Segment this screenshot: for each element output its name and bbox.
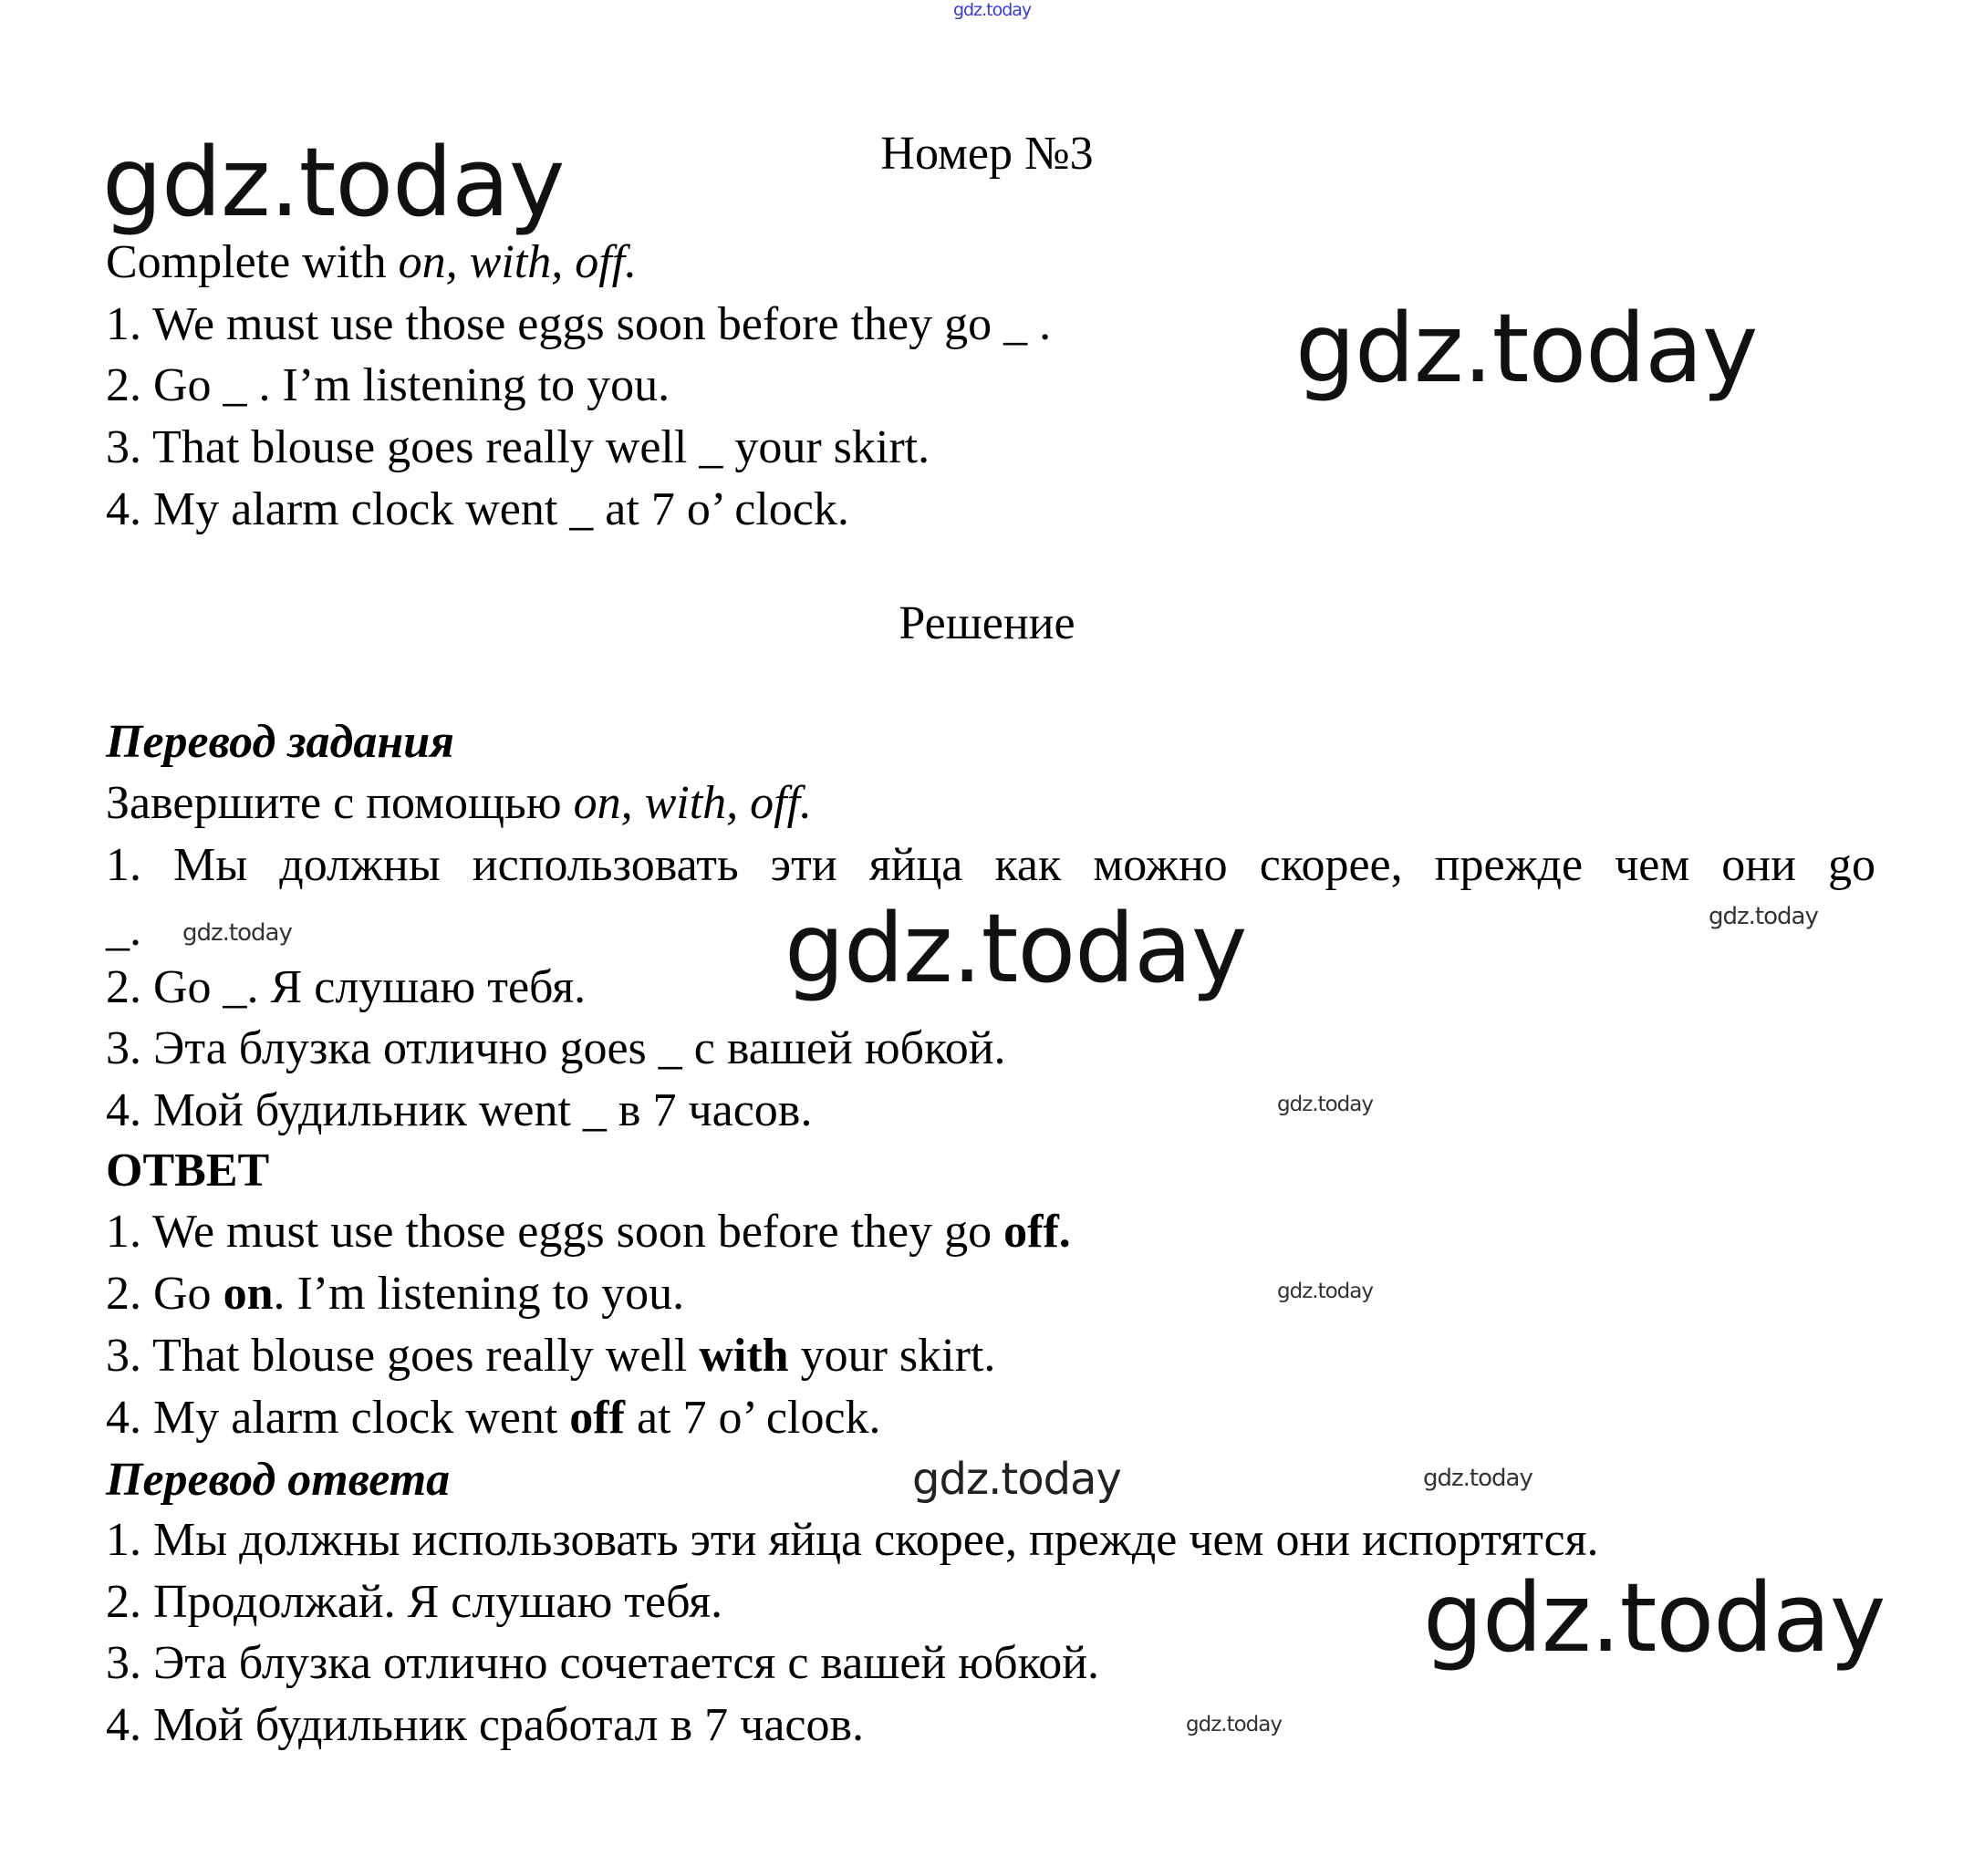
watermark-top: gdz.today — [953, 0, 1032, 20]
answer-text: 1. We must use those eggs soon before they go — [106, 1206, 1004, 1258]
answer-text: 4. My alarm clock went — [106, 1392, 570, 1444]
task-item: 3. That blouse goes really well _ your skirt. — [106, 421, 930, 473]
answer-text: your skirt. — [788, 1330, 996, 1382]
page-title: Номер №3 — [880, 128, 1094, 180]
answer-item — [106, 1391, 881, 1446]
answer-translation-item: 4. Мой будильник сработал в 7 часов. — [106, 1699, 865, 1751]
answer-text: at 7 o’ clock. — [624, 1392, 881, 1444]
watermark-small: gdz.today — [1277, 1280, 1373, 1303]
answer-translation-item: 1. Мы должны использовать эти яйца скорее, прежде чем они испортятся. — [106, 1514, 1599, 1566]
task-item: 4. My alarm clock went _ at 7 o’ clock. — [106, 483, 849, 535]
watermark-large: gdz.today — [1423, 1562, 1886, 1674]
answer-translation-item: 3. Эта блузка отлично сочетается с вашей юбкой. — [106, 1637, 1100, 1689]
answer-text: . I’m listening to you. — [273, 1268, 685, 1320]
translation-intro-text: Завершите с помощью — [106, 777, 574, 829]
translation-intro — [106, 776, 812, 831]
answer-word: off — [569, 1392, 625, 1444]
answer-translation-item: 2. Продолжай. Я слушаю тебя. — [106, 1576, 723, 1628]
task-intro-text: Complete with — [106, 236, 399, 288]
translation-item: 1. Мы должны использовать эти яйца как можно скорее, прежде чем они go — [106, 839, 1875, 891]
watermark-medium: gdz.today — [912, 1454, 1121, 1505]
watermark-small: gdz.today — [1709, 903, 1818, 930]
answer-text: 3. That blouse goes really well — [106, 1330, 700, 1382]
answer-word: on — [223, 1268, 274, 1320]
watermark-small: gdz.today — [1186, 1713, 1282, 1736]
task-item: 2. Go _ . I’m listening to you. — [106, 359, 670, 411]
task-intro — [106, 235, 637, 290]
watermark-small: gdz.today — [1423, 1465, 1532, 1492]
watermark-large: gdz.today — [1295, 293, 1758, 404]
answer-text: 2. Go — [106, 1268, 223, 1320]
answer-item — [106, 1267, 684, 1321]
solution-heading: Решение — [899, 597, 1075, 649]
translation-intro-words: on, with, off. — [573, 777, 813, 829]
answer-item — [106, 1205, 1071, 1259]
answer-word: with — [699, 1330, 789, 1382]
watermark-large: gdz.today — [102, 127, 565, 238]
answer-word: off. — [1003, 1206, 1071, 1258]
answer-translation-heading: Перевод ответа — [106, 1454, 451, 1506]
task-item: 1. We must use those eggs soon before they go _ . — [106, 298, 1052, 350]
answer-item — [106, 1329, 995, 1384]
translation-item: 2. Go _. Я слушаю тебя. — [106, 961, 587, 1013]
translation-heading: Перевод задания — [106, 716, 454, 768]
translation-item-continuation: _. — [106, 904, 141, 956]
answer-heading: ОТВЕТ — [106, 1145, 270, 1197]
translation-item: 4. Мой будильник went _ в 7 часов. — [106, 1084, 813, 1136]
watermark-large: gdz.today — [784, 893, 1247, 1004]
translation-item: 3. Эта блузка отлично goes _ с вашей юбкой. — [106, 1022, 1006, 1074]
watermark-small: gdz.today — [182, 919, 292, 947]
task-intro-words: on, with, off. — [398, 236, 638, 288]
watermark-small: gdz.today — [1277, 1093, 1373, 1116]
